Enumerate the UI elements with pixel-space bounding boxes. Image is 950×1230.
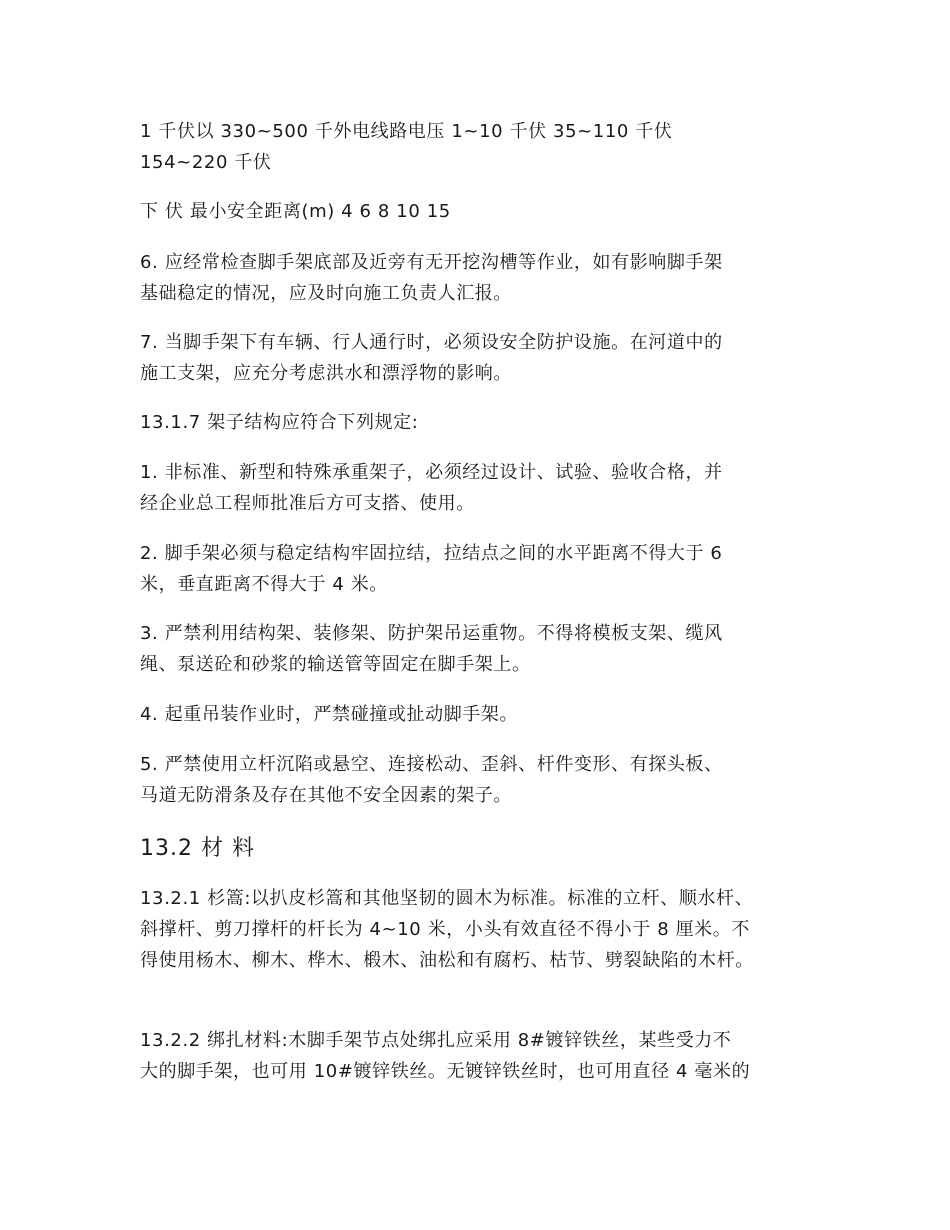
rule-5-line-1: 5. 严禁使用立杆沉陷或悬空、连接松动、歪斜、杆件变形、有探头板、	[140, 754, 723, 775]
section-13-2-1-line-2: 斜撑杆、剪刀撑杆的杆长为 4~10 米，小头有效直径不得小于 8 厘米。不	[140, 919, 750, 940]
section-13-1-7-title: 13.1.7 架子结构应符合下列规定:	[140, 412, 419, 433]
rule-1-line-2: 经企业总工程师批准后方可支搭、使用。	[140, 493, 475, 514]
item-6-line-2: 基础稳定的情况，应及时向施工负责人汇报。	[140, 283, 512, 304]
rule-5-line-2: 马道无防滑条及存在其他不安全因素的架子。	[140, 785, 512, 806]
rule-4: 4. 起重吊装作业时，严禁碰撞或扯动脚手架。	[140, 704, 519, 725]
rule-2-line-1: 2. 脚手架必须与稳定结构牢固拉结，拉结点之间的水平距离不得大于 6	[140, 543, 723, 564]
rule-3-line-2: 绳、泵送砼和砂浆的输送管等固定在脚手架上。	[140, 654, 531, 675]
table-row-2: 下 伏 最小安全距离(m) 4 6 8 10 15	[140, 201, 451, 222]
section-13-2-2-line-2: 大的脚手架，也可用 10#镀锌铁丝。无镀锌铁丝时，也可用直径 4 毫米的	[140, 1061, 751, 1082]
table-row-1-line-1: 1 千伏以 330~500 千外电线路电压 1~10 千伏 35~110 千伏	[140, 121, 673, 142]
item-7-line-1: 7. 当脚手架下有车辆、行人通行时，必须设安全防护设施。在河道中的	[140, 332, 723, 353]
item-7-line-2: 施工支架，应充分考虑洪水和漂浮物的影响。	[140, 363, 512, 384]
section-13-2-heading: 13.2 材 料	[140, 836, 255, 861]
table-row-1-line-2: 154~220 千伏	[140, 152, 272, 173]
item-6-line-1: 6. 应经常检查脚手架底部及近旁有无开挖沟槽等作业，如有影响脚手架	[140, 252, 723, 273]
section-13-2-2-line-1: 13.2.2 绑扎材料:木脚手架节点处绑扎应采用 8#镀锌铁丝，某些受力不	[140, 1030, 732, 1051]
rule-3-line-1: 3. 严禁利用结构架、装修架、防护架吊运重物。不得将模板支架、缆风	[140, 623, 723, 644]
rule-2-line-2: 米，垂直距离不得大于 4 米。	[140, 574, 388, 595]
section-13-2-1-line-3: 得使用杨木、柳木、桦木、椴木、油松和有腐朽、枯节、劈裂缺陷的木杆。	[140, 950, 754, 971]
rule-1-line-1: 1. 非标准、新型和特殊承重架子，必须经过设计、试验、验收合格，并	[140, 462, 723, 483]
section-13-2-1-line-1: 13.2.1 杉篙:以扒皮杉篙和其他坚韧的圆木为标准。标准的立杆、顺水杆、	[140, 888, 754, 909]
